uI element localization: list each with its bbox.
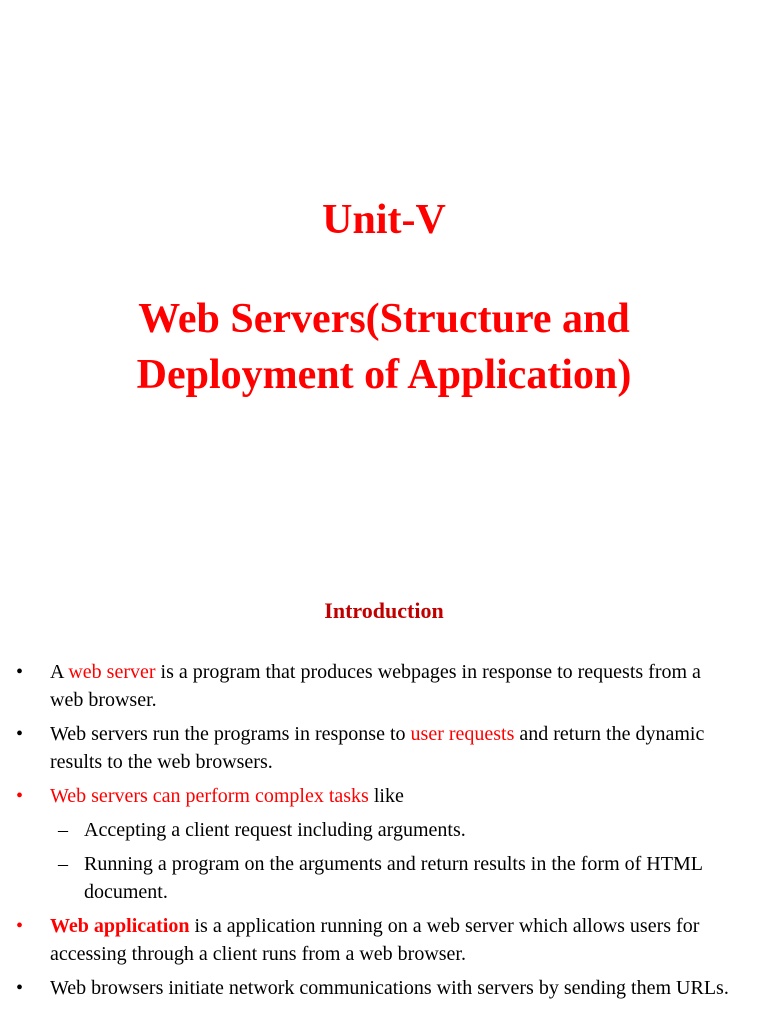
highlight-web-server: web server	[68, 661, 156, 683]
bullet-icon: •	[16, 723, 24, 745]
bullet-web-browsers	[0, 974, 768, 1002]
bullet-icon: •	[16, 785, 24, 807]
sub-bullet-text: Running a program on the arguments and return results in the form of HTML document.	[84, 853, 703, 903]
bullet-text-post: and return the dynamic results to the web browsers.	[50, 723, 705, 773]
bullet-text-post: is a program that produces webpages in response to requests from a web browser.	[50, 661, 701, 711]
bullet-icon: •	[16, 977, 24, 999]
bullet-run-programs	[0, 720, 768, 776]
bullet-web-application	[0, 912, 768, 968]
bullet-text-post: like	[368, 785, 404, 807]
sub-bullet-accepting-request	[0, 816, 768, 844]
bullet-icon: •	[16, 915, 24, 937]
bullet-text: Web browsers initiate network communications with servers by sending them URLs.	[50, 977, 729, 999]
slide-title	[0, 291, 768, 403]
bullet-text-pre: Web servers run the programs in response to	[50, 723, 411, 745]
highlight-complex-tasks: Web servers can perform complex tasks	[50, 785, 369, 807]
dash-icon: –	[58, 819, 68, 841]
sub-bullet-text: Accepting a client request including arguments.	[84, 819, 466, 841]
bullet-text-post: is a application running on a web server which allows users for accessing through a client runs from a web browser.	[50, 915, 700, 965]
highlight-web-application: Web application	[50, 915, 190, 937]
highlight-user-requests: user requests	[410, 723, 515, 745]
bullet-text-pre: A	[50, 661, 69, 683]
slide-title-line-2: Deployment of Application)	[136, 352, 632, 398]
bullet-complex-tasks	[0, 782, 768, 810]
bullet-list	[0, 658, 768, 1008]
bullet-web-server	[0, 658, 768, 714]
dash-icon: –	[58, 853, 68, 875]
bullet-icon: •	[16, 661, 24, 683]
sub-bullet-running-program	[0, 850, 768, 906]
introduction-heading: Introduction	[324, 598, 444, 623]
unit-title: Unit-V	[322, 197, 446, 243]
slide-title-line-1: Web Servers(Structure and	[138, 296, 630, 342]
